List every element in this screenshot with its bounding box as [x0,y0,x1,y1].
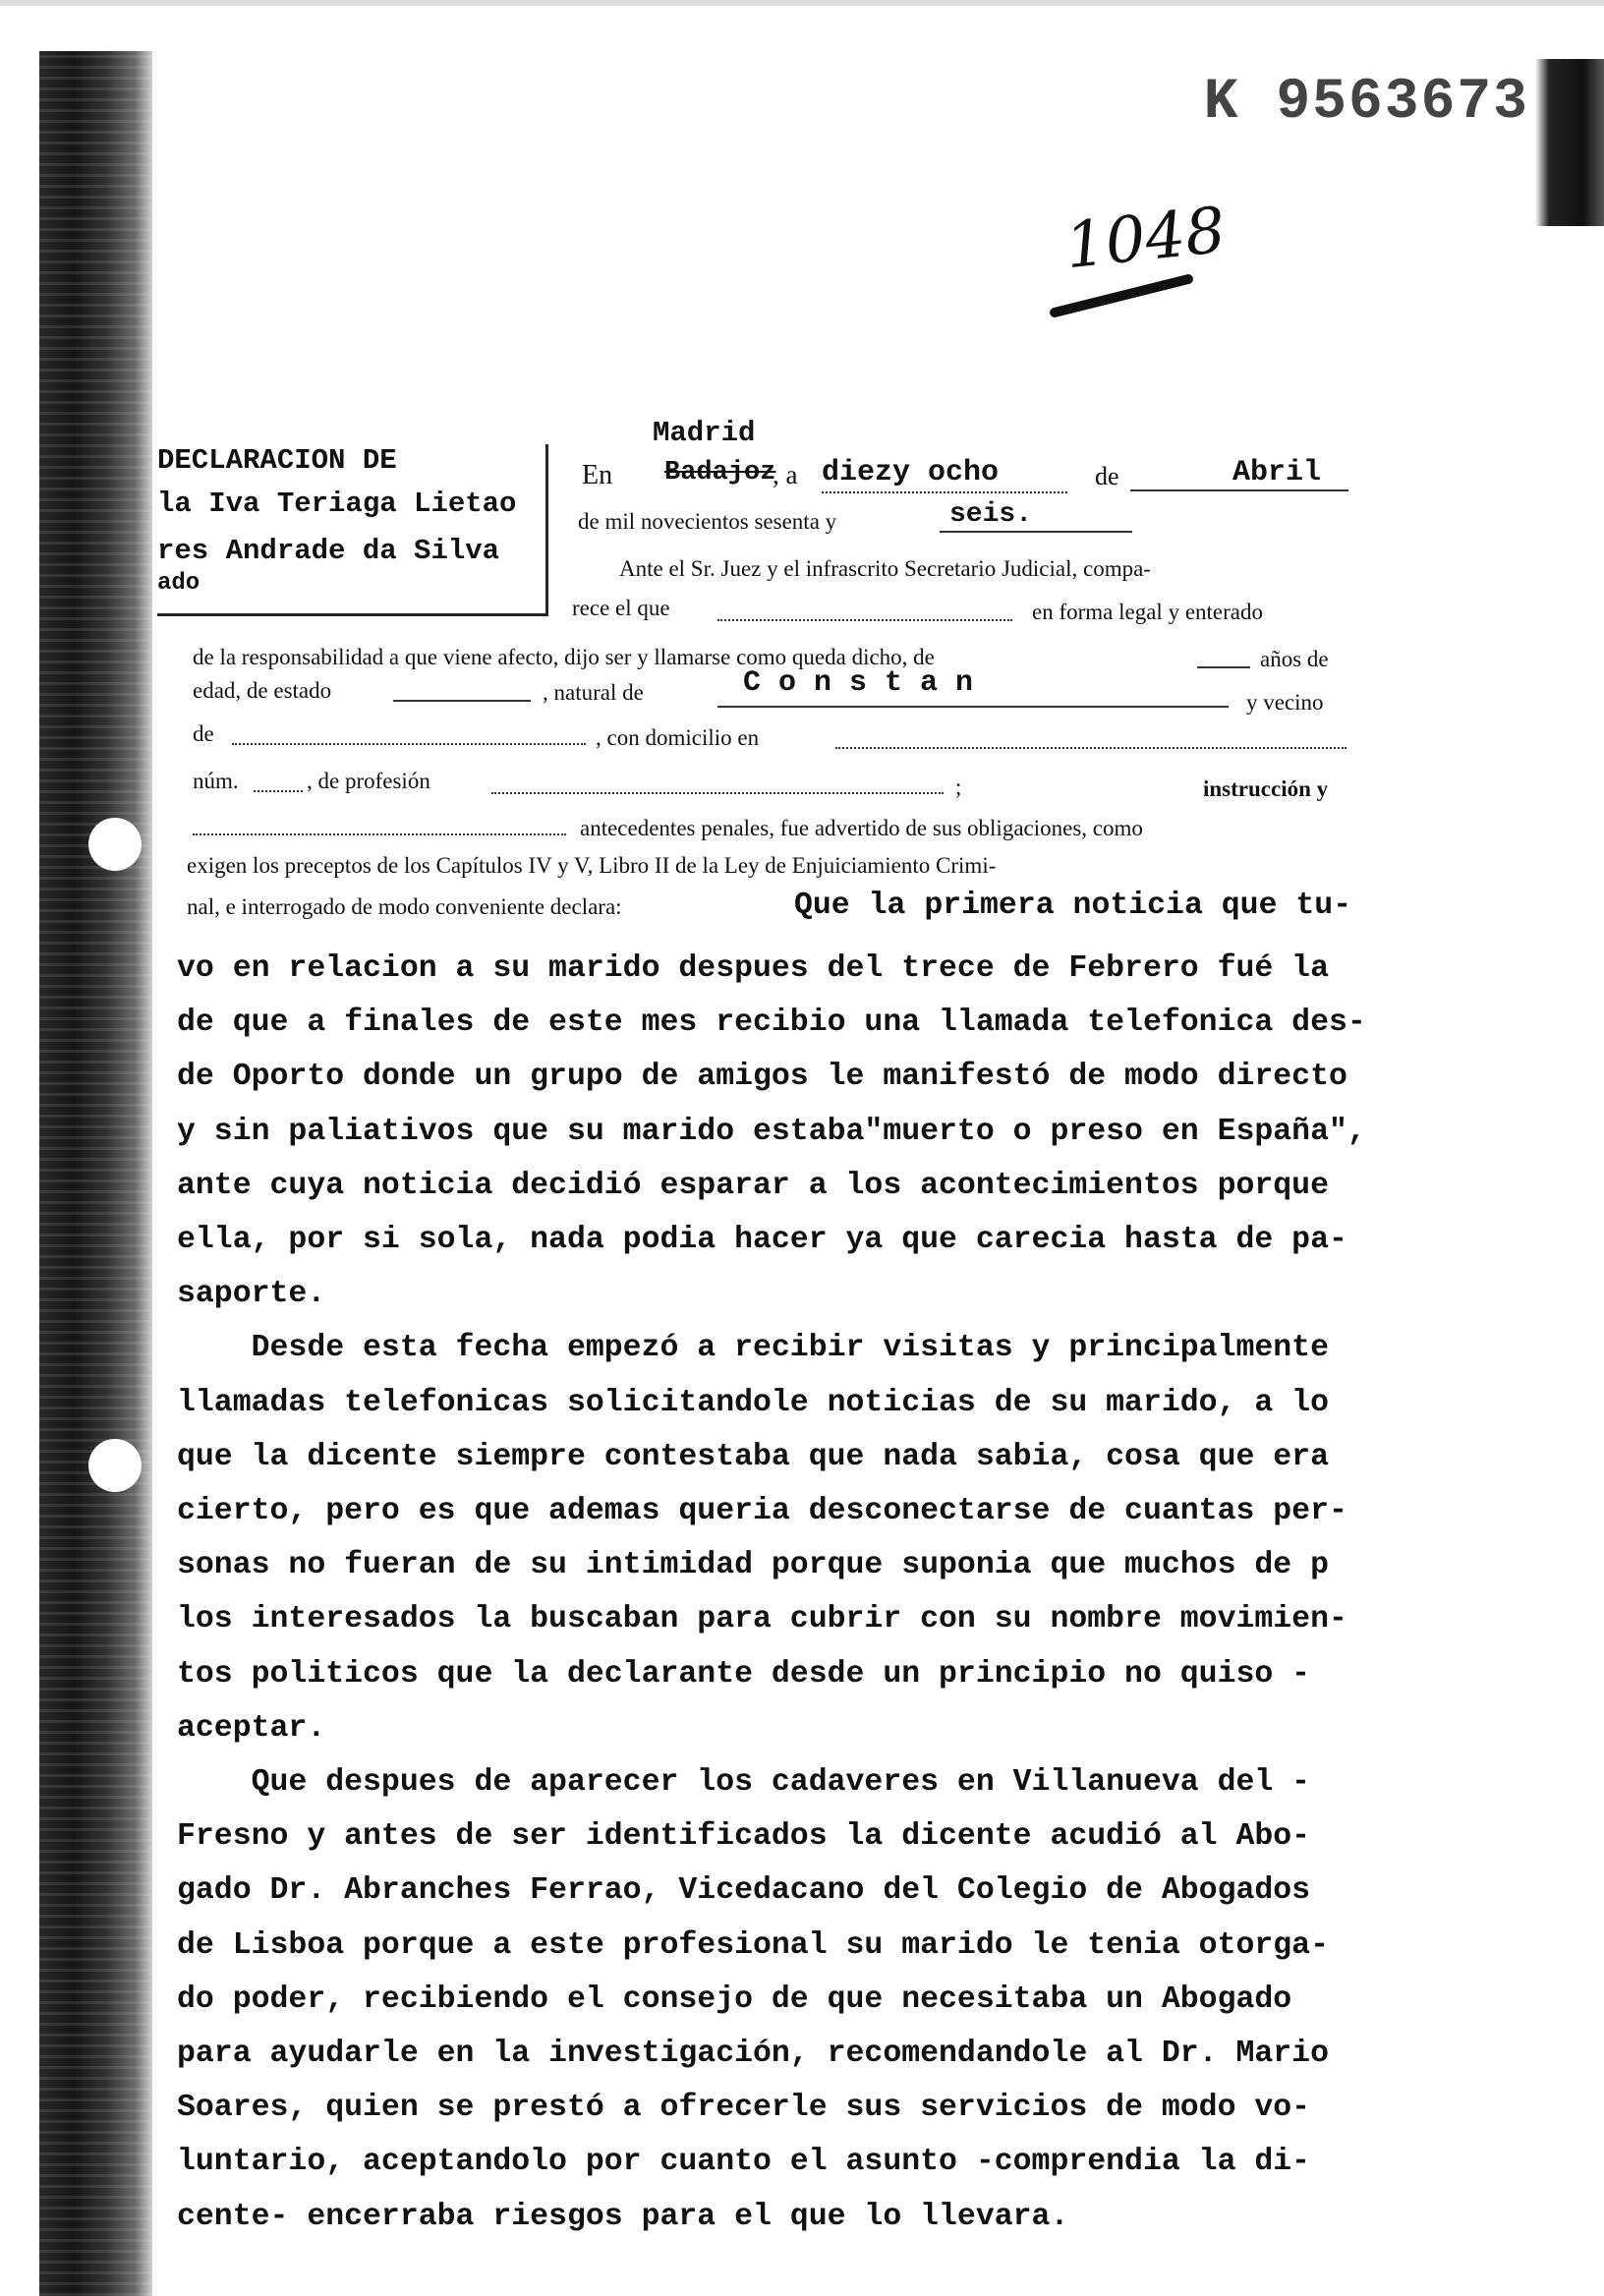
heading-line: ado [157,570,200,597]
estado-line [393,700,531,702]
profesion-line [491,792,944,794]
punch-hole [88,818,142,871]
handwritten-number: 1048 [1061,194,1230,284]
city-field: Madrid [653,417,756,449]
year-prefix: de mil novecientos sesenta y [578,509,837,534]
declaration-intro: Que la primera noticia que tu- [794,889,1352,923]
natural-line [717,706,1229,708]
en-label: En [582,460,613,490]
form-line-5: de la responsabilidad a que viene afecto, dijo ser y llamarse como queda dicho, de [193,645,935,669]
heading-line: res Andrade da Silva [157,535,500,567]
form-line-8a: núm. [193,769,239,793]
form-line-9: antecedentes penales, fue advertido de sus obligaciones, como [580,816,1143,840]
year-line [940,531,1132,533]
form-line-10: exigen los preceptos de los Capítulos IV y V, Libro II de la Ley de Enjuiciamiento Crimi- [187,853,997,878]
num-line [254,790,303,792]
de-label: de [1095,462,1119,490]
a-label: , a [773,460,798,489]
form-line-7a: de [193,721,214,746]
form-line-5-end: años de [1260,647,1329,671]
day-field: diezy ocho [822,456,1000,489]
year-field: seis. [949,499,1033,530]
form-line-8c: ; [955,775,962,799]
form-line-6c: y vecino [1246,690,1324,715]
form-line-3: Ante el Sr. Juez y el infrascrito Secretario Judicial, compa- [619,556,1151,581]
binding-strip [39,51,152,2296]
domicilio-line [835,747,1346,749]
age-line [1197,666,1250,668]
form-line-6a: edad, de estado [193,678,332,703]
form-line-4a: rece el que [572,596,670,620]
form-line-4-blank [717,619,1012,621]
heading-line: la Iva Teriaga Lietao [157,488,517,520]
form-line-11: nal, e interrogado de modo conveniente declara: [187,894,622,919]
top-edge [0,0,1604,6]
month-line [1130,489,1348,491]
form-line-4b: en forma legal y enterado [1032,600,1263,624]
natural-field: C o n s t a n [743,666,974,700]
form-line-7b: , con domicilio en [596,725,760,750]
struck-location: Badajoz [664,458,776,488]
day-line [822,491,1067,493]
right-edge-strip [1535,59,1604,226]
punch-hole [88,1439,142,1492]
form-line-8d: instrucción y [1203,776,1329,801]
month-field: Abril [1232,456,1322,489]
antecedentes-line [193,833,566,835]
declaration-body: vo en relacion a su marido despues del trece de Febrero fué la de que a finales de este mes recibio una llamada telefonica des- de Oporto donde un grupo de amigos le manifestó de modo directo y sin paliativos que su marido estaba"muerto o preso en España", ante cuya noticia decidió esparar a los acontecimientos porque ella, por si sola, nada podia hacer ya que carecia hasta de pa- saporte. Desde esta fecha empezó a recibir visitas y principalmente llamadas telefonicas solicitandole noticias de su marido, a lo que la dicente siempre contestaba que nada sabia, cosa que era cierto, pero es que ademas queria desconectarse de cuantas per- sonas no fueran de su intimidad porque suponia que muchos de p los interesados la buscaban para cubrir con su nombre movimien- tos politicos que la declarante desde un principio no quiso - aceptar. Que despues de aparecer los cadaveres en Villanueva del - Fresno y antes de ser identificados la dicente acudió al Abo- gado Dr. Abranches Ferrao, Vicedacano del Colegio de Abogados de Lisboa porque a este profesional su marido le tenia otorga- do poder, recibiendo el consejo de que necesitaba un Abogado para ayudarle en la investigación, recomendandole al Dr. Mario Soares, quien se prestó a ofrecerle sus servicios de modo vo- luntario, aceptandolo por cuanto el asunto -comprendia la di- cente- encerraba riesgos para el que lo llevara. [177,951,1366,2234]
vecino-line [232,743,586,745]
archive-number: K 9563673 [1203,71,1529,135]
form-line-6b: , natural de [543,680,644,705]
form-line-8b: , de profesión [307,769,430,793]
heading-line: DECLARACION DE [157,444,397,477]
declaration-heading [157,444,548,616]
